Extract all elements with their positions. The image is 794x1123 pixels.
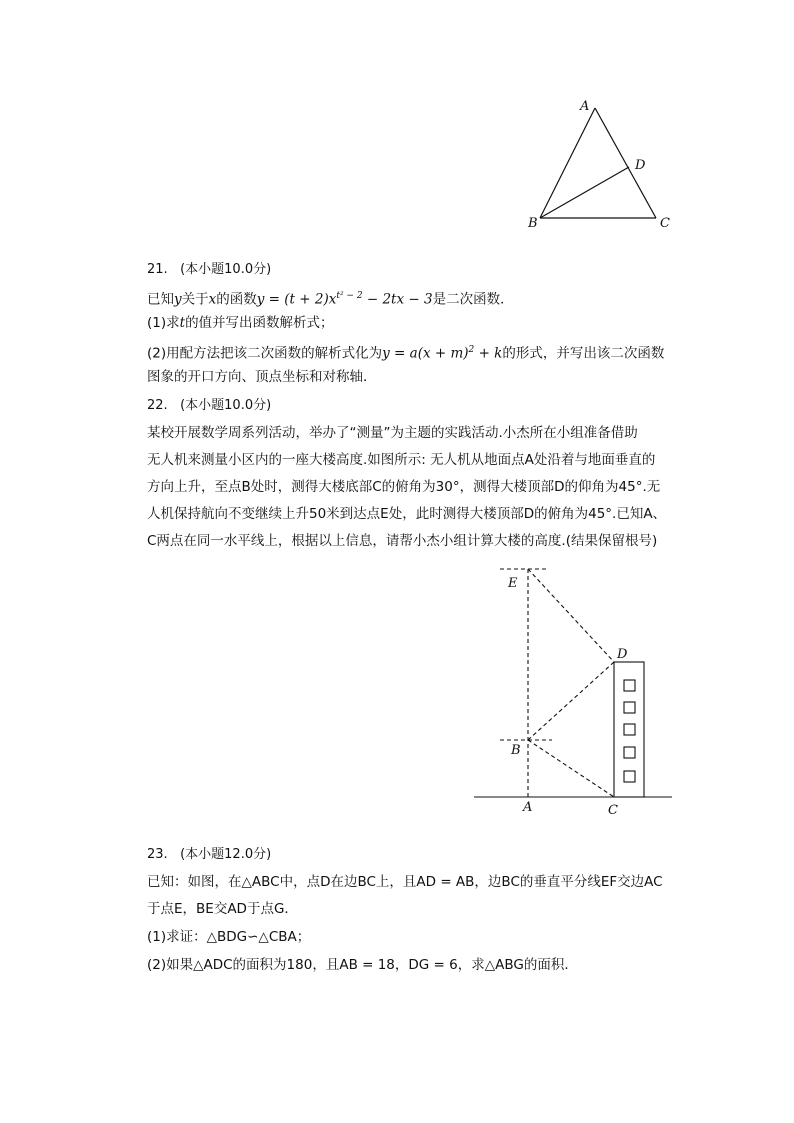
- q21-part2-suffix: 的形式，并写出该二次函数: [502, 345, 665, 362]
- q22-line-5: C两点在同一水平线上，根据以上信息，请帮小杰小组计算大楼的高度.(结果保留根号): [147, 533, 658, 549]
- q23-number: 23.: [147, 847, 168, 862]
- q21-score: (本小题10.0分): [180, 262, 272, 277]
- q23-score: (本小题12.0分): [180, 847, 272, 862]
- building-window-4: [624, 747, 635, 758]
- q21-part2-formula: y = a(x + m): [382, 345, 469, 362]
- q21-part2-square: 2: [468, 345, 475, 355]
- q21-exponent: t² − 2: [336, 291, 363, 301]
- q21-formula: y = (t + 2)x: [256, 291, 337, 308]
- label-a2: A: [523, 800, 533, 815]
- q23-line-1: 已知：如图，在△ABC中，点D在边BC上，且AD = AB，边BC的垂直平分线EF交边AC: [147, 874, 663, 890]
- q21-stem-prefix: 已知: [147, 291, 174, 308]
- q21-stem-mid: 关于: [181, 291, 209, 308]
- sight-ed: [528, 569, 614, 662]
- q21-stem-suffix: 是二次函数．: [432, 291, 514, 308]
- q23-line-3: (1)求证：△BDG∽△CBA；: [147, 929, 311, 945]
- q22-line-4: 人机保持航向不变继续上升50米到达点E处，此时测得大楼顶部D的俯角为45°.已知A、: [147, 506, 667, 522]
- building-window-2: [624, 702, 635, 713]
- label-c: C: [660, 216, 670, 231]
- sight-bc: [528, 740, 614, 797]
- label-d: D: [635, 158, 646, 173]
- q21-part1-suffix: 的值并写出函数解析式；: [185, 315, 334, 331]
- label-d2: D: [617, 647, 628, 662]
- q23-header: [147, 846, 271, 864]
- label-e: E: [508, 576, 518, 591]
- q22-line-3: 方向上升，至点B处时，测得大楼底部C的俯角为30°，测得大楼顶部D的仰角为45°.无: [147, 479, 661, 495]
- building-window-5: [624, 771, 635, 782]
- label-b2: B: [511, 743, 521, 758]
- q21-formula-tail: − 2tx − 3: [362, 291, 433, 308]
- q22-line-1: 某校开展数学周系列活动，举办了“测量”为主题的实践活动.小杰所在小组准备借助: [147, 425, 638, 441]
- q21-stem-mid2: 的函数: [216, 291, 257, 308]
- q23-line-2: 于点E，BE交AD于点G．: [147, 901, 298, 917]
- q22-score: (本小题10.0分): [180, 398, 272, 413]
- q21-part1-prefix: (1)求: [147, 315, 180, 331]
- q21-part2-line2: 图象的开口方向、顶点坐标和对称轴．: [147, 369, 377, 385]
- q21-part2-prefix: (2)用配方法把该二次函数的解析式化为: [147, 345, 383, 362]
- label-b: B: [528, 216, 538, 231]
- q21-var-x: x: [208, 291, 217, 308]
- label-a: A: [580, 99, 590, 114]
- building: [614, 662, 644, 797]
- q23-line-4: (2)如果△ADC的面积为180，且AB = 18，DG = 6，求△ABG的面积．: [147, 957, 578, 973]
- label-c2: C: [608, 803, 618, 818]
- q21-var-y: y: [174, 291, 182, 308]
- building-window-3: [624, 724, 635, 735]
- q21-part2-formula-tail: + k: [474, 345, 503, 362]
- q21-part1-t: t: [179, 315, 186, 331]
- sight-bd: [528, 662, 614, 740]
- q22-line-2: 无人机来测量小区内的一座大楼高度.如图所示: 无人机从地面点A处沿着与地面垂直的: [147, 452, 656, 468]
- q22-number: 22.: [147, 398, 168, 413]
- building-window-1: [624, 680, 635, 691]
- q21-number: 21.: [147, 262, 168, 277]
